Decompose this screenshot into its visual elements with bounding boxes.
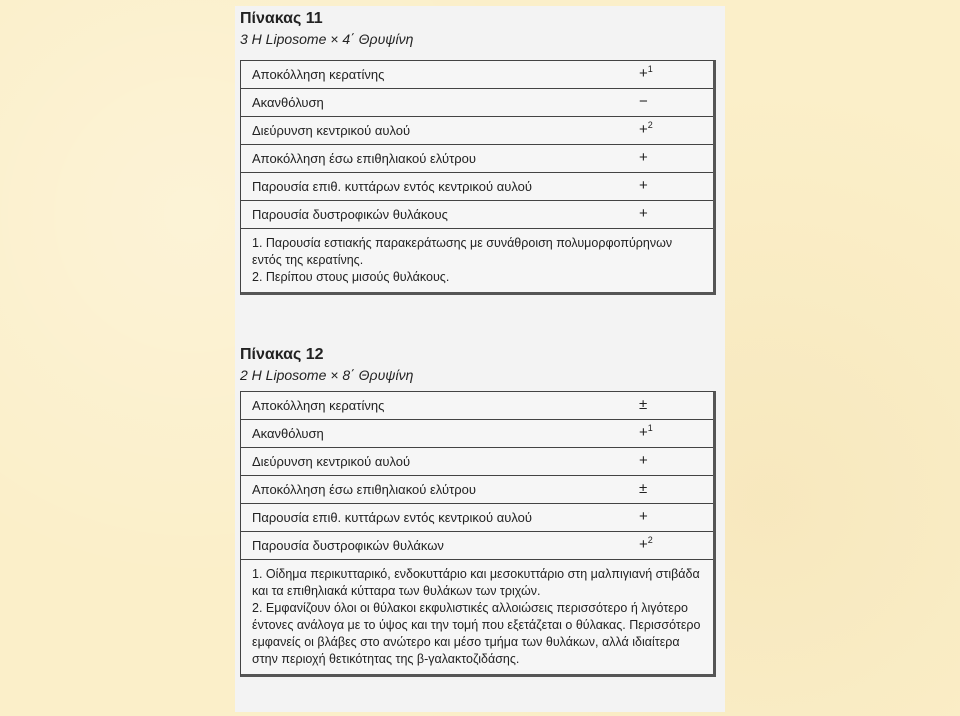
row-label: Ακανθόλυση (252, 95, 324, 110)
table-row (241, 392, 713, 420)
row-label: Αποκόλληση έσω επιθηλιακού ελύτρου (252, 151, 476, 166)
table-row (241, 173, 713, 201)
row-value: +$^2$ (639, 535, 653, 553)
footnote: 1. Οίδημα περικυτταρικό, ενδοκυττάριο και μεσοκυττάριο στη μαλπιγιανή στιβάδα και τα επιθηλιακά κύτταρα των θυλάκων των τριχών. (252, 567, 700, 598)
row-label: Διεύρυνση κεντρικού αυλού (252, 454, 411, 469)
row-label: Αποκόλληση έσω επιθηλιακού ελύτρου (252, 482, 476, 497)
footnote: 2. Περίπου στους μισούς θυλάκους. (252, 270, 450, 284)
table-row (241, 476, 713, 504)
row-value: + (639, 452, 648, 469)
table-row (241, 532, 713, 560)
row-value: − (639, 93, 648, 110)
row-label: Αποκόλληση κερατίνης (252, 398, 385, 413)
row-label: Παρουσία δυστροφικών θυλάκους (252, 207, 448, 222)
row-label: Ακανθόλυση (252, 426, 324, 441)
table-12-notes (241, 560, 713, 674)
table-row (241, 89, 713, 117)
footnote: 1. Παρουσία εστιακής παρακεράτωσης με συνάθροιση πολυμορφοπύρηνων εντός της κερατίνης. (252, 236, 673, 267)
row-value: +$^2$ (639, 120, 653, 138)
row-label: Διεύρυνση κεντρικού αυλού (252, 123, 411, 138)
row-label: Παρουσία επιθ. κυττάρων εντός κεντρικού αυλού (252, 510, 532, 525)
table-row (241, 117, 713, 145)
row-label: Παρουσία επιθ. κυττάρων εντός κεντρικού αυλού (252, 179, 532, 194)
table-row (241, 420, 713, 448)
footnote: 2. Εμφανίζουν όλοι οι θύλακοι εκφυλιστικές αλλοιώσεις περισσότερο ή λιγότερο έντονες ανάλογα με το ύψος και την τομή που εξετάζεται ο θύλακας. Περισσότερο εμφανείς οι βλάβες στο ανώτερο και μέσο τμήμα των θυλάκων, αλλά ιδιαίτερα στην περιοχή θετικότητας της β-γαλακτοζιδάσης. (252, 601, 701, 666)
row-value: + (639, 149, 648, 166)
table-row (241, 504, 713, 532)
table-12 (240, 391, 716, 677)
table-11 (240, 60, 716, 295)
table-row (241, 201, 713, 229)
table-12-subtitle: 2 Η Liposome × 8΄ Θρυψίνη (240, 367, 414, 383)
row-value: + (639, 508, 648, 525)
table-11-notes (241, 229, 713, 292)
table-row (241, 448, 713, 476)
row-label: Αποκόλληση κερατίνης (252, 67, 385, 82)
table-row (241, 145, 713, 173)
row-value: +$^1$ (639, 423, 653, 441)
row-label: Παρουσία δυστροφικών θυλάκων (252, 538, 444, 553)
table-11-title: Πίνακας 11 (240, 10, 323, 27)
table-11-subtitle: 3 Η Liposome × 4΄ Θρυψίνη (240, 31, 414, 47)
row-value: + (639, 177, 648, 194)
table-12-title: Πίνακας 12 (240, 346, 324, 363)
row-value: ± (639, 396, 648, 413)
row-value: + (639, 205, 648, 222)
table-row (241, 61, 713, 89)
document-page (235, 6, 725, 712)
row-value: +$^1$ (639, 64, 653, 82)
row-value: ± (639, 480, 648, 497)
